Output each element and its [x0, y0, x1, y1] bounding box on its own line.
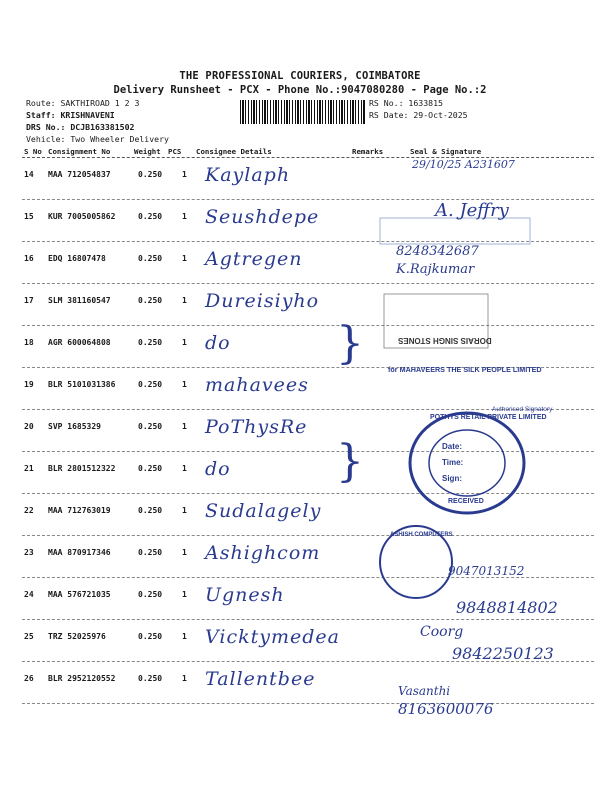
signature-row-25-phone: 9842250123	[452, 644, 554, 663]
row-sno: 20	[24, 422, 34, 431]
route-text: Route: SAKTHIROAD 1 2 3	[26, 98, 140, 108]
row-sno: 21	[24, 464, 34, 473]
header-left-meta	[26, 97, 169, 145]
row-consignee-handwritten: Tallentbee	[205, 668, 316, 690]
row-consignee-handwritten: Seushdepe	[205, 206, 320, 228]
row-weight: 0.250	[138, 464, 163, 473]
stamp-received-label: RECEIVED	[448, 498, 484, 505]
row-pcs: 1	[182, 464, 187, 473]
row-pcs: 1	[182, 254, 187, 263]
row-consignee-handwritten: mahavees	[205, 374, 309, 396]
signature-row-15: A. Jeffry	[435, 200, 509, 221]
row-pcs: 1	[182, 338, 187, 347]
row-consignment: BLR 2801512322	[48, 464, 116, 473]
row-weight: 0.250	[138, 254, 163, 263]
signature-row-24-phone-2: 9848814802	[456, 598, 558, 617]
staff-text: Staff: KRISHNAVENI	[26, 110, 115, 120]
row-consignment: BLR 5101031386	[48, 380, 116, 389]
row-weight: 0.250	[138, 632, 163, 641]
col-header-seal: Seal & Signature	[410, 147, 482, 156]
row-consignee-handwritten: Ugnesh	[205, 584, 285, 606]
bracket-rows-17-18: }	[336, 318, 364, 369]
col-header-remarks: Remarks	[352, 147, 384, 156]
row-pcs: 1	[182, 296, 187, 305]
row-sno: 26	[24, 674, 34, 683]
row-sno: 24	[24, 590, 34, 599]
col-header-consignment: Consignment No	[48, 147, 111, 156]
bottom-name-note: Vasanthi	[398, 684, 451, 698]
signature-row-25: Coorg	[420, 624, 464, 640]
row-pcs: 1	[182, 212, 187, 221]
signature-row-14: 29/10/25 A231607	[412, 158, 515, 171]
row-consignee-handwritten: Vicktymedea	[205, 626, 340, 648]
bracket-rows-20-21: }	[336, 436, 364, 487]
runsheet-title: Delivery Runsheet - PCX - Phone No.:9047080280 - Page No.:2	[113, 84, 487, 96]
row-sno: 25	[24, 632, 34, 641]
row-weight: 0.250	[138, 674, 163, 683]
row-consignment: MAA 712054837	[48, 170, 111, 179]
row-sno: 17	[24, 296, 34, 305]
row-sno: 15	[24, 212, 34, 221]
stamp-sign-label: Sign:	[442, 474, 462, 483]
rs-no-text: RS No.: 1633815	[369, 98, 443, 108]
row-weight: 0.250	[138, 296, 163, 305]
row-consignee-handwritten: do	[205, 332, 231, 354]
row-pcs: 1	[182, 590, 187, 599]
row-sno: 22	[24, 506, 34, 515]
ashish-stamp-text: ASHISH COMPUTERS	[390, 532, 453, 538]
row-sno: 16	[24, 254, 34, 263]
row-sno: 19	[24, 380, 34, 389]
row-weight: 0.250	[138, 548, 163, 557]
row-consignment: AGR 600064808	[48, 338, 111, 347]
pothys-stamp-text: POTHYS RETAIL PRIVATE LIMITED	[430, 414, 547, 421]
row-consignment: MAA 712763019	[48, 506, 111, 515]
row-consignment: MAA 870917346	[48, 548, 111, 557]
row-consignment: TRZ 52025976	[48, 632, 106, 641]
row-divider	[22, 703, 594, 704]
row-weight: 0.250	[138, 170, 163, 179]
row-pcs: 1	[182, 632, 187, 641]
row-consignee-handwritten: Sudalagely	[205, 500, 322, 522]
bottom-phone-note: 8163600076	[398, 700, 494, 718]
row-pcs: 1	[182, 548, 187, 557]
table-row	[0, 284, 600, 326]
row-consignee-handwritten: do	[205, 458, 231, 480]
col-header-weight: Weight	[134, 147, 161, 156]
row-consignee-handwritten: Ashighcom	[205, 542, 321, 564]
row-consignment: SVP 1685329	[48, 422, 101, 431]
row-consignment: EDQ 16807478	[48, 254, 106, 263]
rs-date-text: RS Date: 29-Oct-2025	[369, 110, 468, 120]
row-consignee-handwritten: Kaylaph	[205, 164, 291, 186]
row-pcs: 1	[182, 380, 187, 389]
row-weight: 0.250	[138, 590, 163, 599]
signature-row-16-phone: 8248342687	[396, 244, 479, 259]
table-row	[0, 368, 600, 410]
table-row	[0, 326, 600, 368]
row-consignment: SLM 381160547	[48, 296, 111, 305]
row-consignee-handwritten: Dureisiyho	[205, 290, 320, 312]
col-header-sno: S No	[24, 147, 42, 156]
row-sno: 23	[24, 548, 34, 557]
row-consignee-handwritten: PoThysRe	[205, 416, 308, 438]
authorised-signatory: Authorised Signatory	[492, 406, 553, 413]
row-weight: 0.250	[138, 380, 163, 389]
drs-no-text: DRS No.: DCJB163381502	[26, 122, 135, 132]
row-weight: 0.250	[138, 506, 163, 515]
signature-row-24-phone: 9047013152	[448, 564, 525, 578]
row-sno: 14	[24, 170, 34, 179]
header-right-meta	[369, 97, 468, 121]
col-header-pcs: PCS	[168, 147, 182, 156]
row-weight: 0.250	[138, 422, 163, 431]
row-pcs: 1	[182, 674, 187, 683]
row-consignment: KUR 7005005862	[48, 212, 116, 221]
barcode-image	[240, 100, 366, 124]
row-sno: 18	[24, 338, 34, 347]
table-row	[0, 662, 600, 704]
mahaveers-stamp: for MAHAVEERS THE SILK PEOPLE LIMITED	[388, 365, 542, 374]
row-pcs: 1	[182, 170, 187, 179]
row-consignment: MAA 576721035	[48, 590, 111, 599]
row-pcs: 1	[182, 422, 187, 431]
company-name: THE PROFESSIONAL COURIERS, COIMBATORE	[179, 70, 421, 82]
stamp-time-label: Time:	[442, 458, 464, 467]
stamp-date-label: Date:	[442, 442, 463, 451]
row-consignment: BLR 2952120552	[48, 674, 116, 683]
dorais-stamp-text: DORAIS SINGH STONES	[398, 336, 492, 345]
row-pcs: 1	[182, 506, 187, 515]
row-weight: 0.250	[138, 212, 163, 221]
row-consignee-handwritten: Agtregen	[205, 248, 303, 270]
col-header-consignee: Consignee Details	[196, 147, 272, 156]
row-weight: 0.250	[138, 338, 163, 347]
signature-row-16-name: K.Rajkumar	[396, 262, 475, 277]
vehicle-text: Vehicle: Two Wheeler Delivery	[26, 134, 169, 144]
